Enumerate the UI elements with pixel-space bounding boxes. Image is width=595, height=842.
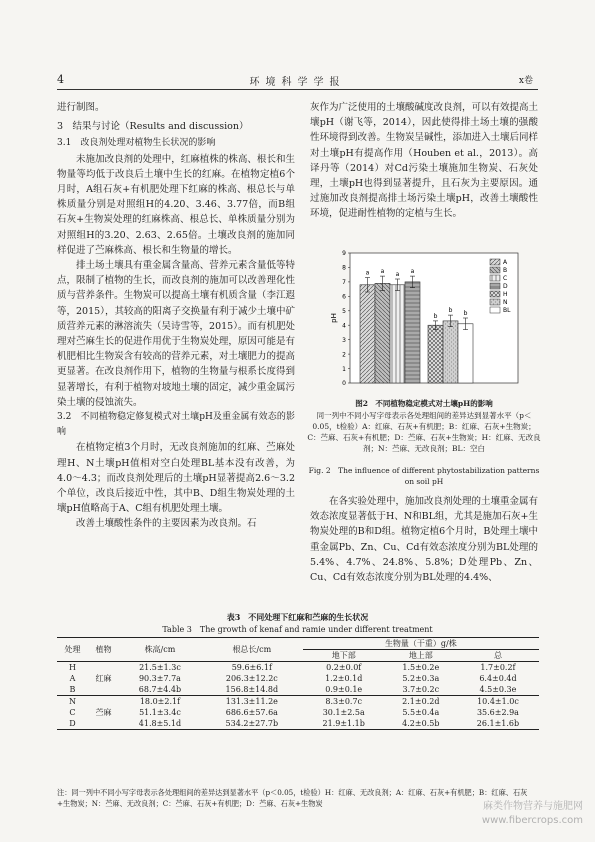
left-column — [57, 100, 295, 532]
total-cell: 1.7±0.2f — [480, 663, 516, 672]
root-cell: 59.6±6.1f — [231, 663, 272, 672]
journal-title: 环境科学学报 — [249, 77, 346, 88]
table-row — [57, 673, 539, 684]
legend-swatch — [490, 299, 500, 305]
legend-swatch — [490, 307, 500, 313]
col-header-height: 株高/cm — [144, 645, 176, 654]
underground-cell: 30.1±2.5a — [322, 708, 365, 717]
table-title: 表3 不同处理下红麻和苎麻的生长状况 — [226, 612, 369, 622]
significance-letter: a — [365, 269, 370, 277]
aboveground-cell: 5.2±0.3a — [402, 674, 440, 683]
plant-cell: 红麻 — [95, 674, 112, 683]
bar-B — [375, 283, 390, 383]
y-axis-label: pH — [330, 313, 338, 323]
underground-cell: 0.2±0.0f — [326, 663, 362, 672]
legend-swatch — [490, 275, 500, 281]
figure-note: 同一列中不同小写字母表示各处理组间的差异达到显著水平（p＜0.05，t检验）A：红麻、石灰+有机肥；B：红麻、石灰+生物炭；C：苎麻、石灰+有机肥；D：苎麻、石灰+生物炭；H：红麻、无改良剂；N：苎麻、无改良剂；BL：空白 — [307, 411, 541, 453]
root-cell: 156.8±14.8d — [225, 685, 279, 694]
legend-swatch — [490, 291, 500, 297]
bar-C — [390, 285, 405, 383]
figure-caption-en: Fig. 2 The influence of different phytostabilization patterns on soil pH — [308, 466, 540, 486]
root-cell: 686.6±57.6a — [225, 708, 278, 717]
right-column-continued — [310, 494, 538, 585]
col-header-aboveground: 地上部 — [408, 651, 433, 660]
table-row — [57, 662, 539, 674]
ph-bar-chart — [330, 245, 540, 395]
paragraph: 改善土壤酸性条件的主要因素为改良剂。石 — [76, 518, 257, 530]
y-tick-label: 7 — [342, 279, 346, 287]
watermark-line: 麻类作物营养与施肥网 — [483, 801, 583, 812]
paragraph: 灰作为广泛使用的土壤酸碱度改良剂，可以有效提高土壤pH（谢飞等，2014），因此使得排土场土壤的强酸性环境得到改善。生物炭呈碱性，添加进入土壤后同样对土壤pH有提高作用（Houben et al.，2013）。高译丹等（2014）对Cd污染土壤施加生物炭、石灰处理，土壤pH也得到显著提升，且石灰为主要原因。通过施加改良剂提高排土场污染土壤pH，改善土壤酸性环境，促进耐性植物的定植与生长。 — [310, 102, 539, 220]
total-cell: 4.5±0.3e — [479, 685, 517, 694]
bar-N — [443, 321, 458, 383]
header-rule — [57, 89, 538, 90]
watermark — [482, 800, 583, 828]
height-cell: 68.7±4.4b — [138, 685, 182, 694]
legend-label: C — [503, 275, 508, 283]
legend-label: B — [503, 267, 508, 275]
y-tick-label: 9 — [342, 250, 346, 258]
aboveground-cell: 2.1±0.2d — [402, 697, 440, 706]
table-title-en: Table 3 The growth of kenaf and ramie under different treatment — [162, 625, 433, 634]
subsection-heading: 3.1 改良剂处理对植物生长状况的影响 — [57, 138, 216, 149]
table-row — [57, 684, 539, 696]
paragraph: 排土场土壤具有重金属含量高、营养元素含量低等特点，限制了植物的生长，而改良剂的施加可以改善理化性质与营养条件。生物炭可以提高土壤有机质含量（李江遐等，2015），其较高的阳离子交换量有利于减少土壤中矿质营养元素的淋溶流失（吴诗雪等，2015）。而有机肥处理对苎麻生长的促进作用优于生物炭处理，原因可能是有机肥相比生物炭含有较高的营养元素，对土壤肥力的提高更显著。在改良剂作用下，植物的生物量与根系长度得到显著增长，有利于植物对坡地土壤的固定，减少重金属污染土壤的侵蚀流失。 — [57, 260, 295, 408]
legend-swatch — [490, 259, 500, 265]
paragraph: 在各实验处理中，施加改良剂处理的土壤重金属有效态浓度显著低于H、N和BL组，尤其是施加石灰+生物炭处理的B和D组。植物定植6个月时，B处理土壤中重金属Pb、Zn、Cu、Cd有效态浓度分别为BL处理的5.4%、4.7%、24.8%、5.8%；D处理Pb、Zn、Cu、Cd有效态浓度分别为BL处理的4.4%、 — [310, 496, 539, 584]
y-tick-label: 1 — [342, 365, 346, 373]
right-column — [310, 100, 538, 222]
aboveground-cell: 3.7±0.2c — [402, 685, 440, 694]
y-tick-label: 4 — [342, 322, 346, 330]
bar-D — [405, 282, 420, 383]
plant-cell: 苎麻 — [95, 708, 112, 717]
height-cell: 41.8±5.1d — [138, 719, 182, 728]
col-header-plant: 植物 — [95, 645, 112, 654]
underground-cell: 0.9±0.1e — [325, 685, 363, 694]
legend-label: BL — [503, 307, 511, 315]
treatment-cell: C — [69, 708, 76, 717]
treatment-cell: B — [69, 685, 76, 694]
paragraph: 进行制图。 — [57, 102, 105, 113]
total-cell: 10.4±1.0c — [477, 697, 519, 706]
paragraph: 在植物定植3个月时，无改良剂施加的红麻、苎麻处理H、N土壤pH值相对空白处理BL基本没有改善，为4.0～4.3；而改良剂处理后的土壤pH显著提高2.6～3.2个单位，改良后接近中性，其中B、D组生物炭处理的土壤pH值略高于A、C组有机肥处理土壤。 — [57, 442, 295, 515]
total-cell: 26.1±1.6b — [476, 719, 520, 728]
total-cell: 35.6±2.9a — [476, 708, 519, 717]
table-row — [57, 696, 539, 708]
volume-label: x卷 — [518, 76, 533, 86]
significance-letter: a — [380, 268, 385, 276]
page-number: 4 — [57, 73, 64, 86]
height-cell: 90.3±7.7a — [138, 674, 181, 683]
col-header-treatment: 处理 — [64, 645, 81, 654]
legend-label: A — [503, 259, 508, 267]
root-cell: 206.3±12.2c — [225, 674, 278, 683]
y-tick-label: 0 — [342, 380, 346, 388]
height-cell: 18.0±2.1f — [139, 697, 181, 706]
y-tick-label: 2 — [342, 351, 346, 359]
significance-letter: b — [463, 310, 468, 317]
total-cell: 6.4±0.4d — [479, 674, 517, 683]
col-header-root: 根总长/cm — [232, 645, 272, 654]
legend-label: H — [503, 291, 508, 299]
legend-swatch — [490, 267, 500, 273]
y-tick-label: 5 — [342, 307, 346, 315]
section-heading: 3 结果与讨论（Results and discussion） — [57, 121, 249, 133]
aboveground-cell: 5.5±0.4a — [402, 708, 440, 717]
treatment-cell: A — [69, 674, 76, 683]
treatment-cell: D — [69, 719, 76, 728]
bar-BL — [458, 324, 473, 383]
legend-swatch — [490, 283, 500, 289]
col-header-total: 总 — [493, 651, 502, 660]
legend-label: D — [503, 283, 508, 291]
aboveground-cell: 1.5±0.2e — [402, 663, 440, 672]
col-header-underground: 地下部 — [331, 651, 356, 660]
height-cell: 51.1±3.4c — [139, 708, 181, 717]
aboveground-cell: 4.2±0.5b — [402, 719, 440, 728]
table-row — [57, 718, 539, 730]
figure-caption: 图2 不同植物稳定模式对土壤pH的影响 — [355, 399, 493, 408]
significance-letter: a — [395, 271, 400, 278]
table-row — [57, 707, 539, 718]
y-tick-label: 3 — [342, 336, 346, 344]
root-cell: 131.3±11.2e — [225, 697, 278, 706]
paragraph: 未施加改良剂的处理中，红麻植株的株高、根长和生物量等均低于改良后土壤中生长的红麻。在植物定植6个月时，A组石灰+有机肥处理下红麻的株高、根总长与单株质量分别是对照组H的4.20、3.46、3.77倍，而B组石灰+生物炭处理的红麻株高、根总长、单株质量分别为对照组H的3.20、2.63、2.65倍。土壤改良剂的施加同样促进了苎麻株高、根长和生物量的增长。 — [57, 153, 295, 256]
significance-letter: a — [410, 268, 415, 276]
treatment-cell: N — [68, 697, 76, 706]
bar-H — [428, 325, 443, 383]
treatment-cell: H — [68, 663, 76, 672]
growth-table — [57, 637, 539, 730]
bar-A — [360, 285, 375, 383]
y-tick-label: 6 — [342, 293, 346, 301]
legend-label: N — [503, 299, 508, 307]
significance-letter: b — [448, 307, 453, 315]
table-note: 注：同一列中不同小写字母表示各处理组间的差异达到显著水平（p＜0.05，t检验）H：红麻、无改良剂；A：红麻、石灰+有机肥；B：红麻、石灰+生物炭；N：苎麻、无改良剂；C：苎麻、石灰+有机肥；D：苎麻、石灰+生物炭 — [57, 788, 528, 808]
y-tick-label: 8 — [342, 264, 346, 272]
height-cell: 21.5±1.3c — [139, 663, 181, 672]
underground-cell: 21.9±1.1b — [322, 719, 365, 728]
underground-cell: 8.3±0.7c — [325, 697, 363, 706]
col-header-biomass: 生物量（干重）g/株 — [303, 638, 539, 650]
significance-letter: b — [433, 312, 438, 320]
underground-cell: 1.2±0.1d — [325, 674, 363, 683]
watermark-line: www.fibercrops.com — [481, 815, 583, 826]
root-cell: 534.2±27.7b — [225, 719, 279, 728]
subsection-heading: 3.2 不同植物稳定修复模式对土壤pH及重金属有效态的影响 — [57, 412, 295, 438]
